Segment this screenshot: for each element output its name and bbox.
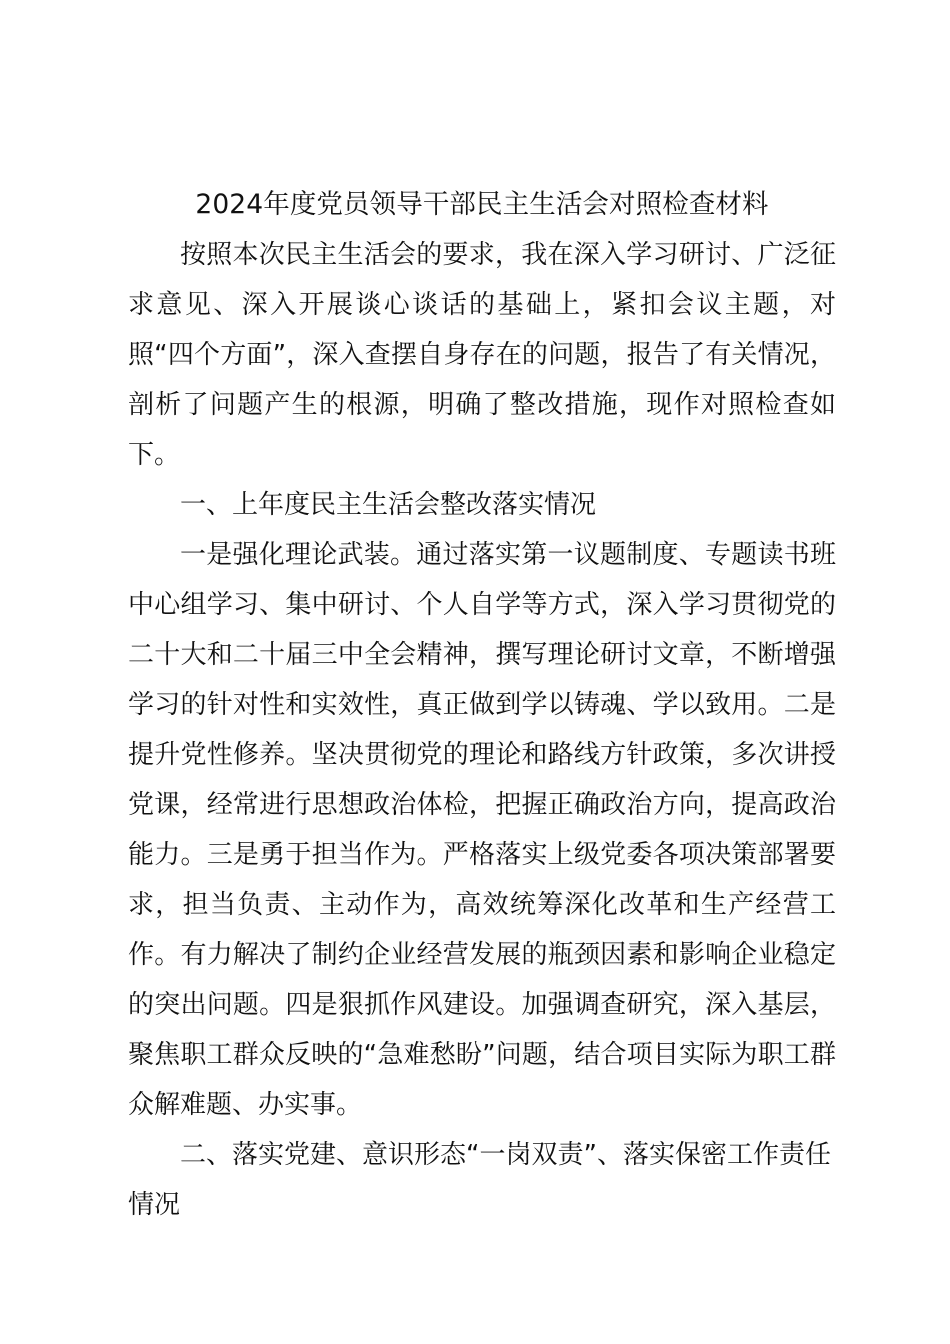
document-page (128, 180, 836, 1230)
document-title: 2024年度党员领导干部民主生活会对照检查材料 (195, 189, 769, 220)
intro-paragraph: 按照本次民主生活会的要求，我在深入学习研讨、广泛征求意见、深入开展谈心谈话的基础上，紧扣会议主题，对照“四个方面”，深入查摆自身存在的问题，报告了有关情况，剖析了问题产生的根源，明确了整改措施，现作对照检查如下。 (128, 240, 836, 470)
section-1-heading: 一、上年度民主生活会整改落实情况 (180, 490, 597, 520)
section-2-heading: 二、落实党建、意识形态“一岗双责”、落实保密工作责任情况 (128, 1140, 831, 1220)
section-1-paragraph: 一是强化理论武装。通过落实第一议题制度、专题读书班中心组学习、集中研讨、个人自学等方式，深入学习贯彻党的二十大和二十届三中全会精神，撰写理论研讨文章，不断增强学习的针对性和实效性，真正做到学以铸魂、学以致用。二是提升党性修养。坚决贯彻党的理论和路线方针政策，多次讲授党课，经常进行思想政治体检，把握正确政治方向，提高政治能力。三是勇于担当作为。严格落实上级党委各项决策部署要求，担当负责、主动作为，高效统筹深化改革和生产经营工作。有力解决了制约企业经营发展的瓶颈因素和影响企业稳定的突出问题。四是狠抓作风建设。加强调查研究，深入基层，聚焦职工群众反映的“急难愁盼”问题，结合项目实际为职工群众解难题、办实事。 (128, 540, 836, 1120)
